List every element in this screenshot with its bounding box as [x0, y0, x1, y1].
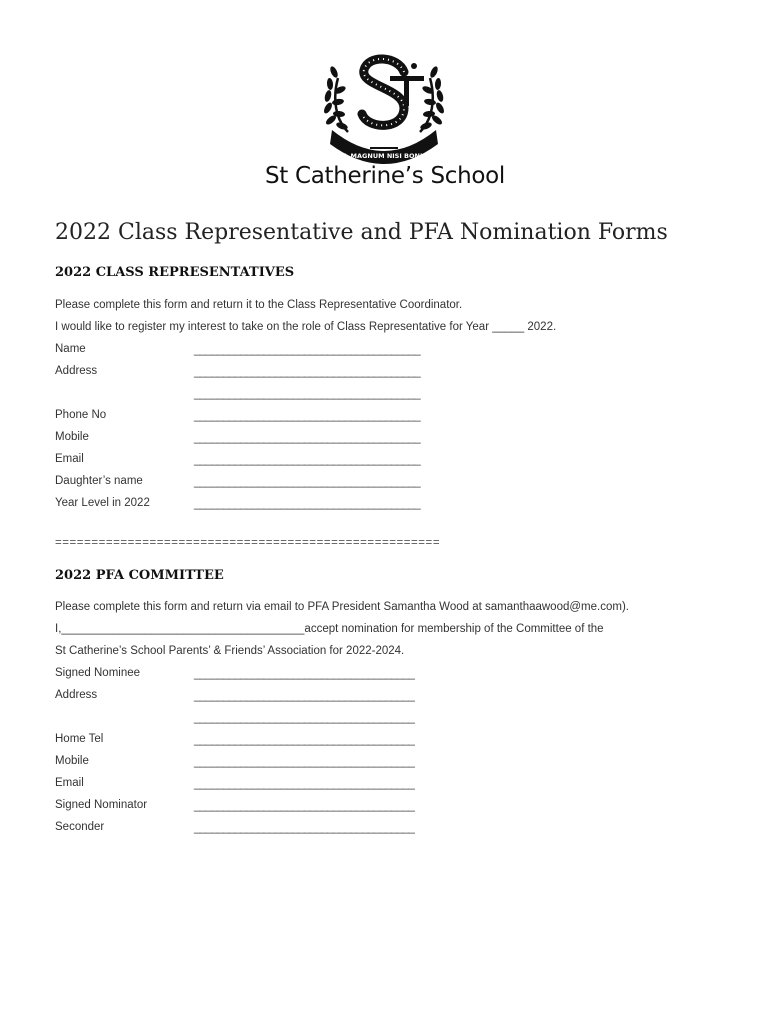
pfa-association-line: St Catherine’s School Parents’ & Friends’ Association for 2022-2024. [55, 645, 405, 657]
pfa-field-label: Home Tel [55, 733, 104, 745]
pfa-field-blank[interactable]: ______________________________________ [194, 668, 415, 680]
pfa-row [55, 754, 495, 770]
school-name: St Catherine’s School [264, 163, 506, 189]
school-crest-icon [318, 50, 450, 170]
pfa-row [55, 666, 495, 682]
pfa-row [55, 820, 495, 836]
class-rep-row [55, 474, 495, 490]
pfa-field-blank[interactable]: ______________________________________ [194, 712, 415, 724]
class-rep-field-blank[interactable]: _______________________________________ [194, 410, 421, 422]
pfa-field-label: Signed Nominator [55, 799, 148, 811]
pfa-field-blank[interactable]: ______________________________________ [194, 822, 415, 834]
pfa-row [55, 710, 495, 726]
class-rep-field-blank[interactable]: _______________________________________ [194, 366, 421, 378]
pfa-intro: Please complete this form and return via email to PFA President Samantha Wood at samanthaawood@me.com). [55, 601, 629, 613]
pfa-row [55, 776, 495, 792]
class-rep-row [55, 364, 495, 380]
class-rep-field-blank[interactable]: _______________________________________ [194, 388, 421, 400]
class-rep-register-line: I would like to register my interest to take on the role of Class Representative for Year _____ 2022. [55, 321, 557, 333]
class-rep-field-label: Address [55, 365, 98, 377]
class-rep-row [55, 342, 495, 358]
pfa-row [55, 688, 495, 704]
class-rep-row [55, 452, 495, 468]
class-rep-field-label: Name [55, 343, 86, 355]
class-rep-row [55, 430, 495, 446]
class-rep-field-blank[interactable]: _______________________________________ [194, 344, 421, 356]
class-rep-row [55, 408, 495, 424]
class-rep-field-blank[interactable]: _______________________________________ [194, 454, 421, 466]
class-rep-heading: 2022 CLASS REPRESENTATIVES [55, 265, 295, 280]
class-rep-field-label: Daughter’s name [55, 475, 143, 487]
pfa-field-label: Mobile [55, 755, 89, 767]
pfa-field-label: Address [55, 689, 98, 701]
class-rep-field-label: Phone No [55, 409, 107, 421]
pfa-row [55, 732, 495, 748]
class-rep-row [55, 386, 495, 402]
class-rep-row [55, 496, 495, 512]
class-rep-intro: Please complete this form and return it to the Class Representative Coordinator. [55, 299, 463, 311]
page-title: 2022 Class Representative and PFA Nomination Forms [55, 220, 668, 245]
pfa-field-label: Email [55, 777, 84, 789]
class-rep-field-label: Email [55, 453, 84, 465]
class-rep-field-blank[interactable]: _______________________________________ [194, 498, 421, 510]
pfa-field-blank[interactable]: ______________________________________ [194, 756, 415, 768]
pfa-row [55, 798, 495, 814]
pfa-field-label: Signed Nominee [55, 667, 141, 679]
pfa-nomination-line: I,______________________________________accept nomination for membership of the Committee of the [55, 623, 604, 635]
class-rep-field-label: Year Level in 2022 [55, 497, 150, 509]
class-rep-field-blank[interactable]: _______________________________________ [194, 476, 421, 488]
pfa-heading: 2022 PFA COMMITTEE [55, 568, 224, 583]
pfa-field-blank[interactable]: ______________________________________ [194, 690, 415, 702]
pfa-field-label: Seconder [55, 821, 105, 833]
pfa-field-blank[interactable]: ______________________________________ [194, 734, 415, 746]
class-rep-field-label: Mobile [55, 431, 89, 443]
class-rep-field-blank[interactable]: _______________________________________ [194, 432, 421, 444]
motto-text: NIL MAGNUM NISI BONUM [336, 152, 432, 160]
pfa-field-blank[interactable]: ______________________________________ [194, 778, 415, 790]
pfa-field-blank[interactable]: ______________________________________ [194, 800, 415, 812]
section-divider: ===================================================== [55, 537, 441, 549]
